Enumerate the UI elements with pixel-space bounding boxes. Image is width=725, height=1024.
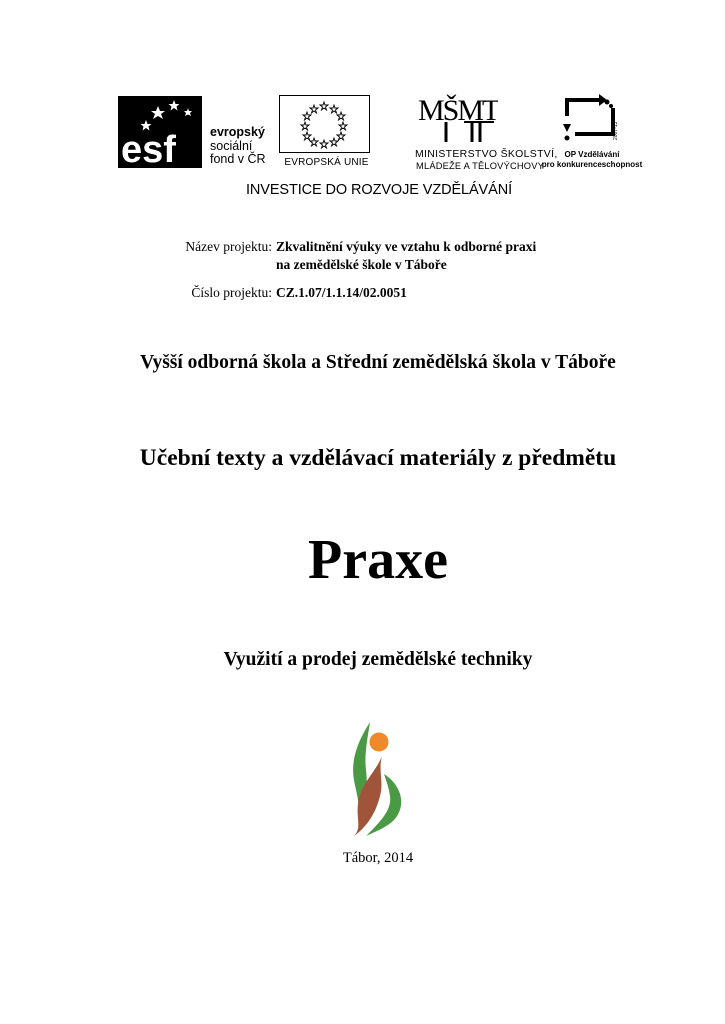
op-line-1: OP Vzdělávání bbox=[564, 150, 620, 159]
project-name-line-1: Zkvalitnění výuky ve vztahu k odborné praxi bbox=[276, 239, 537, 254]
op-mark bbox=[561, 94, 621, 148]
subject-title: Praxe bbox=[308, 529, 448, 591]
msmt-mark-text: MŠMT bbox=[418, 94, 498, 127]
esf-line-1: evropský bbox=[210, 125, 265, 139]
subtitle: Učební texty a vzdělávací materiály z předmětu bbox=[139, 445, 617, 471]
msmt-logo bbox=[404, 92, 558, 174]
eu-logo bbox=[279, 95, 374, 175]
esf-logo bbox=[118, 96, 283, 172]
op-logo bbox=[541, 94, 643, 174]
esf-mark-text: esf bbox=[121, 129, 176, 168]
project-name-line-2: na zemědělské škole v Táboře bbox=[276, 257, 447, 272]
esf-text bbox=[210, 126, 266, 167]
esf-mark bbox=[118, 96, 202, 168]
esf-line-3: fond v ČR bbox=[210, 152, 266, 166]
project-number-value: CZ.1.07/1.1.14/02.0051 bbox=[276, 285, 407, 300]
school-name: Vyšší odborná škola a Střední zemědělská škola v Táboře bbox=[140, 352, 616, 373]
investice-tagline: INVESTICE DO ROZVOJE VZDĚLÁVÁNÍ bbox=[245, 182, 512, 198]
topic: Využití a prodej zemědělské techniky bbox=[223, 649, 533, 670]
place-date: Tábor, 2014 bbox=[342, 850, 414, 866]
op-side-text: 2007-13 bbox=[613, 121, 619, 140]
esf-line-2: sociální bbox=[210, 138, 253, 153]
msmt-line-1: MINISTERSTVO ŠKOLSTVÍ, bbox=[415, 148, 558, 160]
op-line-2: pro konkurenceschopnost bbox=[541, 160, 643, 169]
school-emblem bbox=[348, 718, 410, 838]
eu-label: EVROPSKÁ UNIE bbox=[284, 157, 369, 168]
project-number-label: Číslo projektu: bbox=[191, 285, 272, 300]
msmt-line-2: MLÁDEŽE A TĚLOVÝCHOVY bbox=[416, 161, 545, 171]
project-name-row bbox=[0, 236, 725, 276]
msmt-mark bbox=[418, 92, 498, 144]
project-name-label: Název projektu: bbox=[185, 239, 272, 254]
project-number-row bbox=[0, 284, 725, 304]
eu-flag bbox=[279, 95, 370, 153]
op-text bbox=[541, 150, 643, 170]
